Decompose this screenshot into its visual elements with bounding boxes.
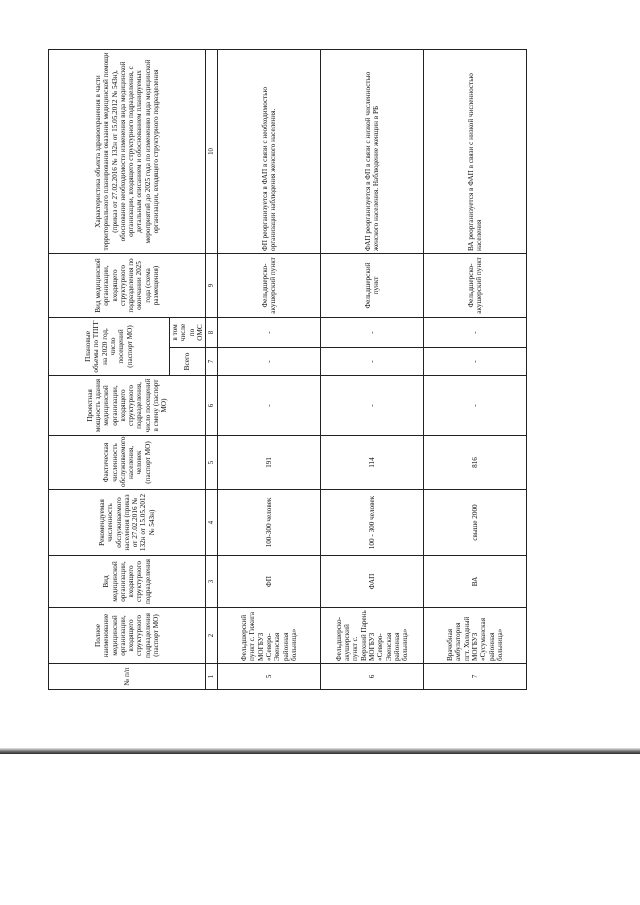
header-capacity: Проектная мощность здания медицинской организации, входящего структурного подразделения, число посещений в смену (паспорт МО) (49, 376, 206, 436)
header-volumes: Плановые объемы по ТПГГ на 2020 год, число посещений (паспорт МО) (49, 317, 170, 375)
row-capacity: - (321, 376, 424, 436)
header-type: Вид медицинской организации, входящего структурного подразделения (49, 556, 206, 608)
table-row (321, 49, 424, 689)
row-name: Фельдшерско-акушерский пункт с. Верхний Парень МОГБУЗ «Северо-Эвенская районная больница» (321, 608, 424, 664)
row-num: 6 (321, 664, 424, 690)
row-num: 7 (424, 664, 527, 690)
row-characteristic: ФП реорганизуется в ФАП в связи с необходимостью организации наблюдения женского населения. (218, 49, 321, 253)
header-num: № п/п (49, 664, 206, 690)
page-edge-divider (0, 748, 640, 754)
row-recommended: 100-300 человек (218, 490, 321, 556)
col-number: 8 (206, 317, 218, 347)
col-number: 1 (206, 664, 218, 690)
row-volumes-total: - (424, 348, 527, 376)
table-row (218, 49, 321, 689)
table-row (424, 49, 527, 689)
header-volumes-total: Всего (170, 348, 206, 376)
row-type-2025: Фельдшерско-акушерский пункт (218, 253, 321, 317)
row-actual: 114 (321, 436, 424, 490)
row-recommended: 100 - 300 человек (321, 490, 424, 556)
col-number: 9 (206, 253, 218, 317)
row-capacity: - (424, 376, 527, 436)
row-type-2025: Фельдшерско-акушерский пункт (424, 253, 527, 317)
header-characteristic: Характеристика объекта здравоохранения в части территориального планирования оказания медицинской помощи (приказ от 27.02.2016 № 132н от 15.05.2012 № 543н), обоснование необходимости изменения вида медицинской организации, входящего структурного подразделения, с детальным описанием и обоснованием планируемых мероприятий до 2025 года по изменению вида медицинской организации, входящего структурного подразделения (49, 49, 206, 253)
table-header-row (49, 49, 170, 689)
row-volumes-oms: - (424, 317, 527, 347)
rotated-page (48, 50, 508, 690)
medical-organizations-table (48, 49, 527, 690)
row-recommended: свыше 2000 (424, 490, 527, 556)
row-volumes-oms: - (218, 317, 321, 347)
header-name: Полное наименование медицинской организации, входящего структурного подразделения (паспорт МО) (49, 608, 206, 664)
row-actual: 191 (218, 436, 321, 490)
row-type-2025: Фельдшерский пункт (321, 253, 424, 317)
row-actual: 816 (424, 436, 527, 490)
col-number: 7 (206, 348, 218, 376)
row-num: 5 (218, 664, 321, 690)
row-type: ВА (424, 556, 527, 608)
row-characteristic: ВА реорганизуется в ФАП в связи с низкой численностью населения (424, 49, 527, 253)
col-number: 10 (206, 49, 218, 253)
col-number: 4 (206, 490, 218, 556)
row-name: Врачебная амбулатория пгт. Холодный МОГБУЗ «Сусуманская районная больница» (424, 608, 527, 664)
row-type: ФП (218, 556, 321, 608)
header-volumes-oms: в том числе по ОМС (170, 317, 206, 347)
header-actual: Фактическая численность обслуживаемого населения, человек (паспорт МО) (49, 436, 206, 490)
col-number: 2 (206, 608, 218, 664)
row-name: Фельдшерский пункт с. Гижига МОГБУЗ «Северо-Эвенская районная больница» (218, 608, 321, 664)
row-capacity: - (218, 376, 321, 436)
row-volumes-oms: - (321, 317, 424, 347)
row-type: ФАП (321, 556, 424, 608)
col-number: 3 (206, 556, 218, 608)
row-volumes-total: - (321, 348, 424, 376)
col-number: 6 (206, 376, 218, 436)
row-volumes-total: - (218, 348, 321, 376)
row-characteristic: ФАП реорганизуется в ФП в связи с низкой численностью женского населения. Наблюдение женщин в РБ (321, 49, 424, 253)
header-type-2025: Вид медицинской организации, входящего структурного подразделения по окончании 2025 года (схема размещения) (49, 253, 206, 317)
header-recommended: Рекомендуемая численность обслуживаемого населения (приказ от 27.02.2016 № 132н от 15.05.2012 № 543н) (49, 490, 206, 556)
col-number: 5 (206, 436, 218, 490)
column-number-row (206, 49, 218, 689)
